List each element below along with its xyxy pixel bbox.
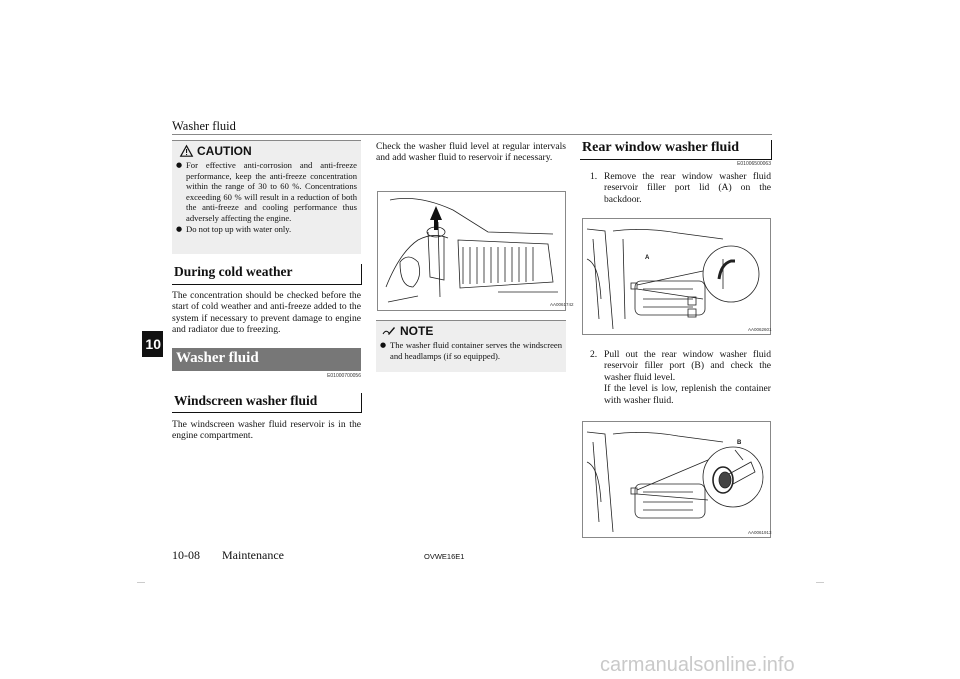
engine-reservoir-figure — [377, 191, 574, 311]
heading-cold-weather: During cold weather — [174, 264, 293, 279]
step-text-extra: If the level is low, replenish the container with washer fluid. — [604, 383, 771, 406]
heading-rule — [172, 412, 361, 413]
caution-box — [172, 140, 361, 254]
figure-id: AA0061742 — [550, 302, 574, 307]
bullet-icon: ● — [176, 224, 183, 233]
cold-weather-body: The concentration should be checked before the start of cold weather and anti-freeze added to the system if necessary to prevent damage to engine and radiator due to freezing. — [172, 290, 361, 336]
caution-item-text: Do not top up with water only. — [186, 223, 292, 234]
caution-item — [176, 224, 357, 235]
crop-mark — [816, 582, 824, 583]
check-level-body: Check the washer fluid level at regular intervals and add washer fluid to reservoir if necessary. — [376, 141, 566, 164]
filler-port-illustration — [583, 422, 770, 537]
heading-rule — [580, 159, 771, 160]
windscreen-body: The windscreen washer fluid reservoir is in the engine compartment. — [172, 419, 361, 442]
note-box — [376, 320, 566, 372]
running-head: Washer fluid — [172, 119, 236, 133]
note-title-row — [382, 324, 562, 338]
callout-label: B — [737, 440, 742, 446]
step-item — [590, 171, 771, 205]
note-item — [380, 340, 562, 361]
note-title: NOTE — [400, 324, 434, 338]
section-bar-washer-fluid: Washer fluid — [172, 348, 361, 371]
step-text-main: Pull out the rear window washer fluid reservoir filler port (B) and check the washer fluid level. — [604, 349, 771, 383]
heading-rule-tick — [361, 393, 362, 413]
section-code: E01006500063 — [737, 161, 771, 167]
backdoor-lid-figure — [582, 218, 771, 335]
header-rule — [172, 134, 772, 135]
caution-title: CAUTION — [197, 144, 252, 158]
note-item-text: The washer fluid container serves the windscreen and headlamps (if so equipped). — [390, 340, 562, 361]
step-text — [604, 349, 771, 406]
heading-rule-tick — [771, 140, 772, 160]
bullet-icon: ● — [380, 341, 387, 349]
engine-compartment-illustration — [378, 192, 574, 310]
step-item — [590, 349, 771, 406]
figure-id: AA0062601 — [748, 327, 772, 332]
caution-item — [176, 160, 357, 224]
callout-label: A — [645, 255, 650, 261]
heading-rule-tick — [361, 264, 362, 285]
heading-rear-window: Rear window washer fluid — [582, 140, 740, 155]
filler-port-figure — [582, 421, 771, 538]
figure-id: AA0061913 — [748, 530, 772, 535]
step-number: 2. — [590, 349, 598, 360]
caution-title-row — [180, 144, 357, 158]
heading-rule — [172, 284, 361, 285]
bullet-icon: ● — [176, 161, 183, 169]
page-number: 10-08 — [172, 548, 200, 562]
caution-item-text: For effective anti-corrosion and anti-freeze performance, keep the anti-freeze concentration within the range of 30 to 60 %. Concentrations exceeding 60 % will result in a reduction of both the anti-freeze and cooling performance thus adversely affecting the engine. — [186, 160, 357, 223]
note-pencil-icon — [382, 325, 396, 337]
step-text: Remove the rear window washer fluid reservoir filler port lid (A) on the backdoor. — [604, 171, 771, 205]
step-number: 1. — [590, 171, 598, 182]
section-code: E01000700056 — [327, 373, 361, 379]
heading-windscreen: Windscreen washer fluid — [174, 393, 318, 408]
doc-code: OVWE16E1 — [424, 552, 465, 561]
warning-triangle-icon — [180, 145, 193, 157]
chapter-tab: 10 — [142, 331, 163, 357]
footer-section: Maintenance — [222, 548, 284, 562]
crop-mark — [137, 582, 145, 583]
backdoor-lid-illustration — [583, 219, 770, 334]
watermark: carmanualsonline.info — [600, 654, 795, 676]
